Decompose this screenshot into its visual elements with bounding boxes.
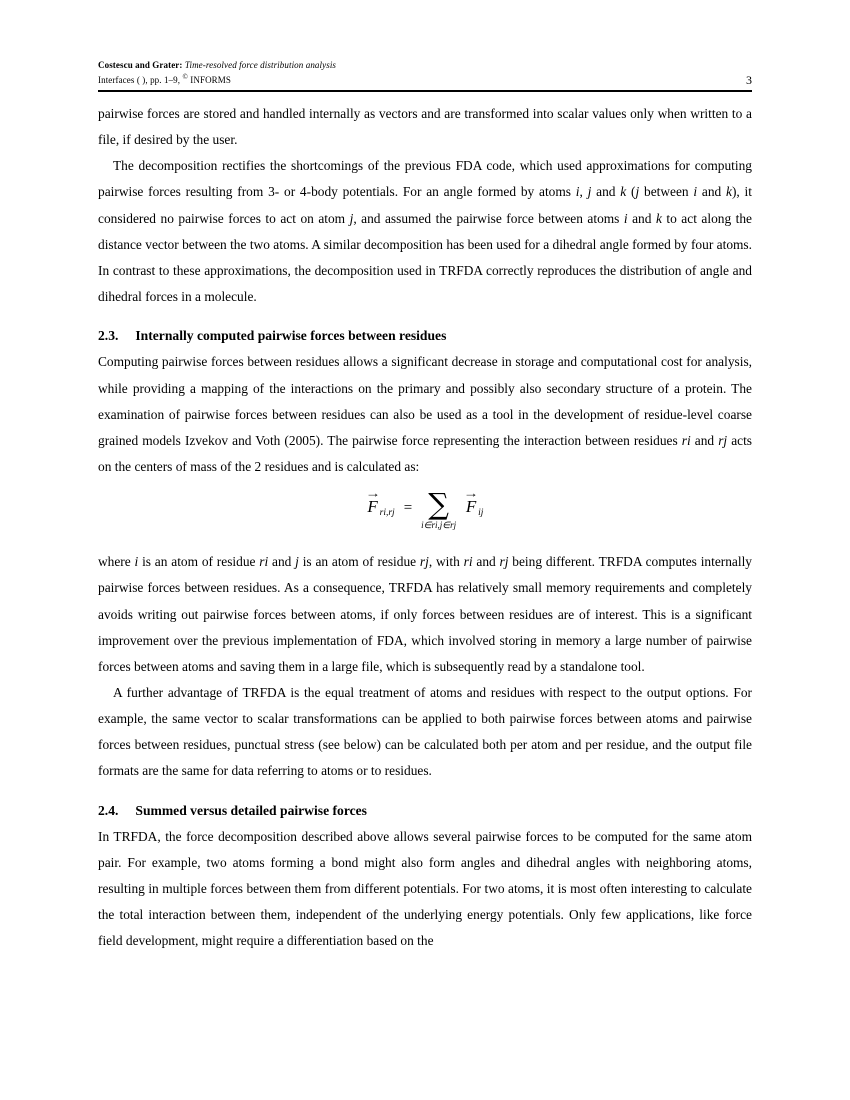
equation-lhs [365, 486, 395, 519]
section-heading-2-4 [98, 798, 752, 824]
paragraph-decomposition: The decomposition rectifies the shortcomings of the previous FDA code, which used approximations for computing pairwise forces resulting from 3- or 4-body potentials. For an angle formed by atoms i, j and k (j between i and k), it considered no pairwise forces to act on atom j, and assumed the pairwise force between atoms i and k to act along the distance vector between the two atoms. A similar decomposition has been used for a dihedral angle formed by four atoms. In contrast to these approximations, the decomposition used in TRFDA correctly reproduces the distribution of angle and dihedral forces in a molecule. [98, 158, 753, 305]
equals-sign: = [403, 500, 413, 517]
header-journal-info: Interfaces ( ), pp. 1–9, [98, 74, 181, 85]
article-body [98, 101, 752, 955]
summation [421, 489, 456, 530]
section-title: Summed versus detailed pairwise forces [135, 802, 367, 818]
header-publisher: INFORMS [190, 74, 231, 85]
copyright-symbol: © [182, 72, 188, 81]
paragraph-in-trfda: In TRFDA, the force decomposition described above allows several pairwise forces to be computed for the same atom pair. For example, two atoms forming a bond might also form angles and dihedral angles with neighboring atoms, resulting in multiple forces between them from different potentials. For two atoms, it is most often interesting to calculate the total interaction between them, independent of the underlying energy potentials. Only few applications, like force field development, might require a differentiation based on the [98, 828, 752, 949]
running-header [98, 60, 752, 92]
vector-arrow-icon: → [365, 486, 381, 501]
sigma-icon: ∑ [428, 487, 449, 522]
page-number: 3 [746, 73, 752, 87]
paragraph-continuation: pairwise forces are stored and handled internally as vectors and are transformed into scalar values only when written to a file, if desired by the user. [98, 106, 752, 148]
header-running-title: Time-resolved force distribution analysis [184, 60, 337, 70]
lhs-subscript: ri,rj [379, 508, 395, 519]
equation-residue-pairwise-force [98, 486, 752, 541]
running-header-line2 [98, 72, 336, 87]
vector-F-lhs [365, 486, 381, 517]
header-authors: Costescu and Grater: [98, 60, 183, 70]
section-heading-2-3 [98, 323, 752, 349]
running-header-line1 [98, 60, 336, 72]
paragraph-where: where i is an atom of residue ri and j is an atom of residue rj, with ri and rj being different. TRFDA computes internally pairwise forces between residues. As a consequence, TRFDA has relatively small memory requirements and completely avoids writing out pairwise forces between atoms, if only forces between residues are of interest. This is a significant improvement over the previous implementation of FDA, which involved storing in memory a large number of pairwise forces between atoms and saving them in a large file, which is subsequently read by a standalone tool. [98, 554, 753, 674]
summation-subscript: i∈ri,j∈rj [421, 520, 457, 531]
force-symbol: F [367, 497, 378, 517]
rhs-subscript: ij [478, 508, 484, 519]
paragraph-computing: Computing pairwise forces between residues allows a significant decrease in storage and computational cost for analysis, while providing a mapping of the interactions on the primary and possibly also secondary structure of a protein. The examination of pairwise forces between residues can also be used as a tool in the development of residue-level coarse grained models Izvekov and Voth (2005). The pairwise force representing the interaction between residues ri and rj acts on the centers of mass of the 2 residues and is calculated as: [98, 354, 753, 475]
vector-F-rhs [463, 486, 479, 517]
paragraph-further-advantage: A further advantage of TRFDA is the equal treatment of atoms and residues with respect to the output options. For example, the same vector to scalar transformations can be applied to both pairwise forces between atoms and pairwise forces between residues, punctual stress (see below) can be calculated both per atom and per residue, and the output file formats are the same for data referring to atoms or to residues. [98, 684, 752, 779]
vector-arrow-icon: → [463, 486, 479, 501]
force-symbol: F [465, 497, 477, 517]
running-header-left [98, 60, 336, 86]
section-number: 2.3. [98, 328, 119, 344]
equation-rhs [463, 486, 484, 519]
section-number: 2.4. [98, 802, 119, 818]
section-title: Internally computed pairwise forces between residues [135, 328, 447, 344]
